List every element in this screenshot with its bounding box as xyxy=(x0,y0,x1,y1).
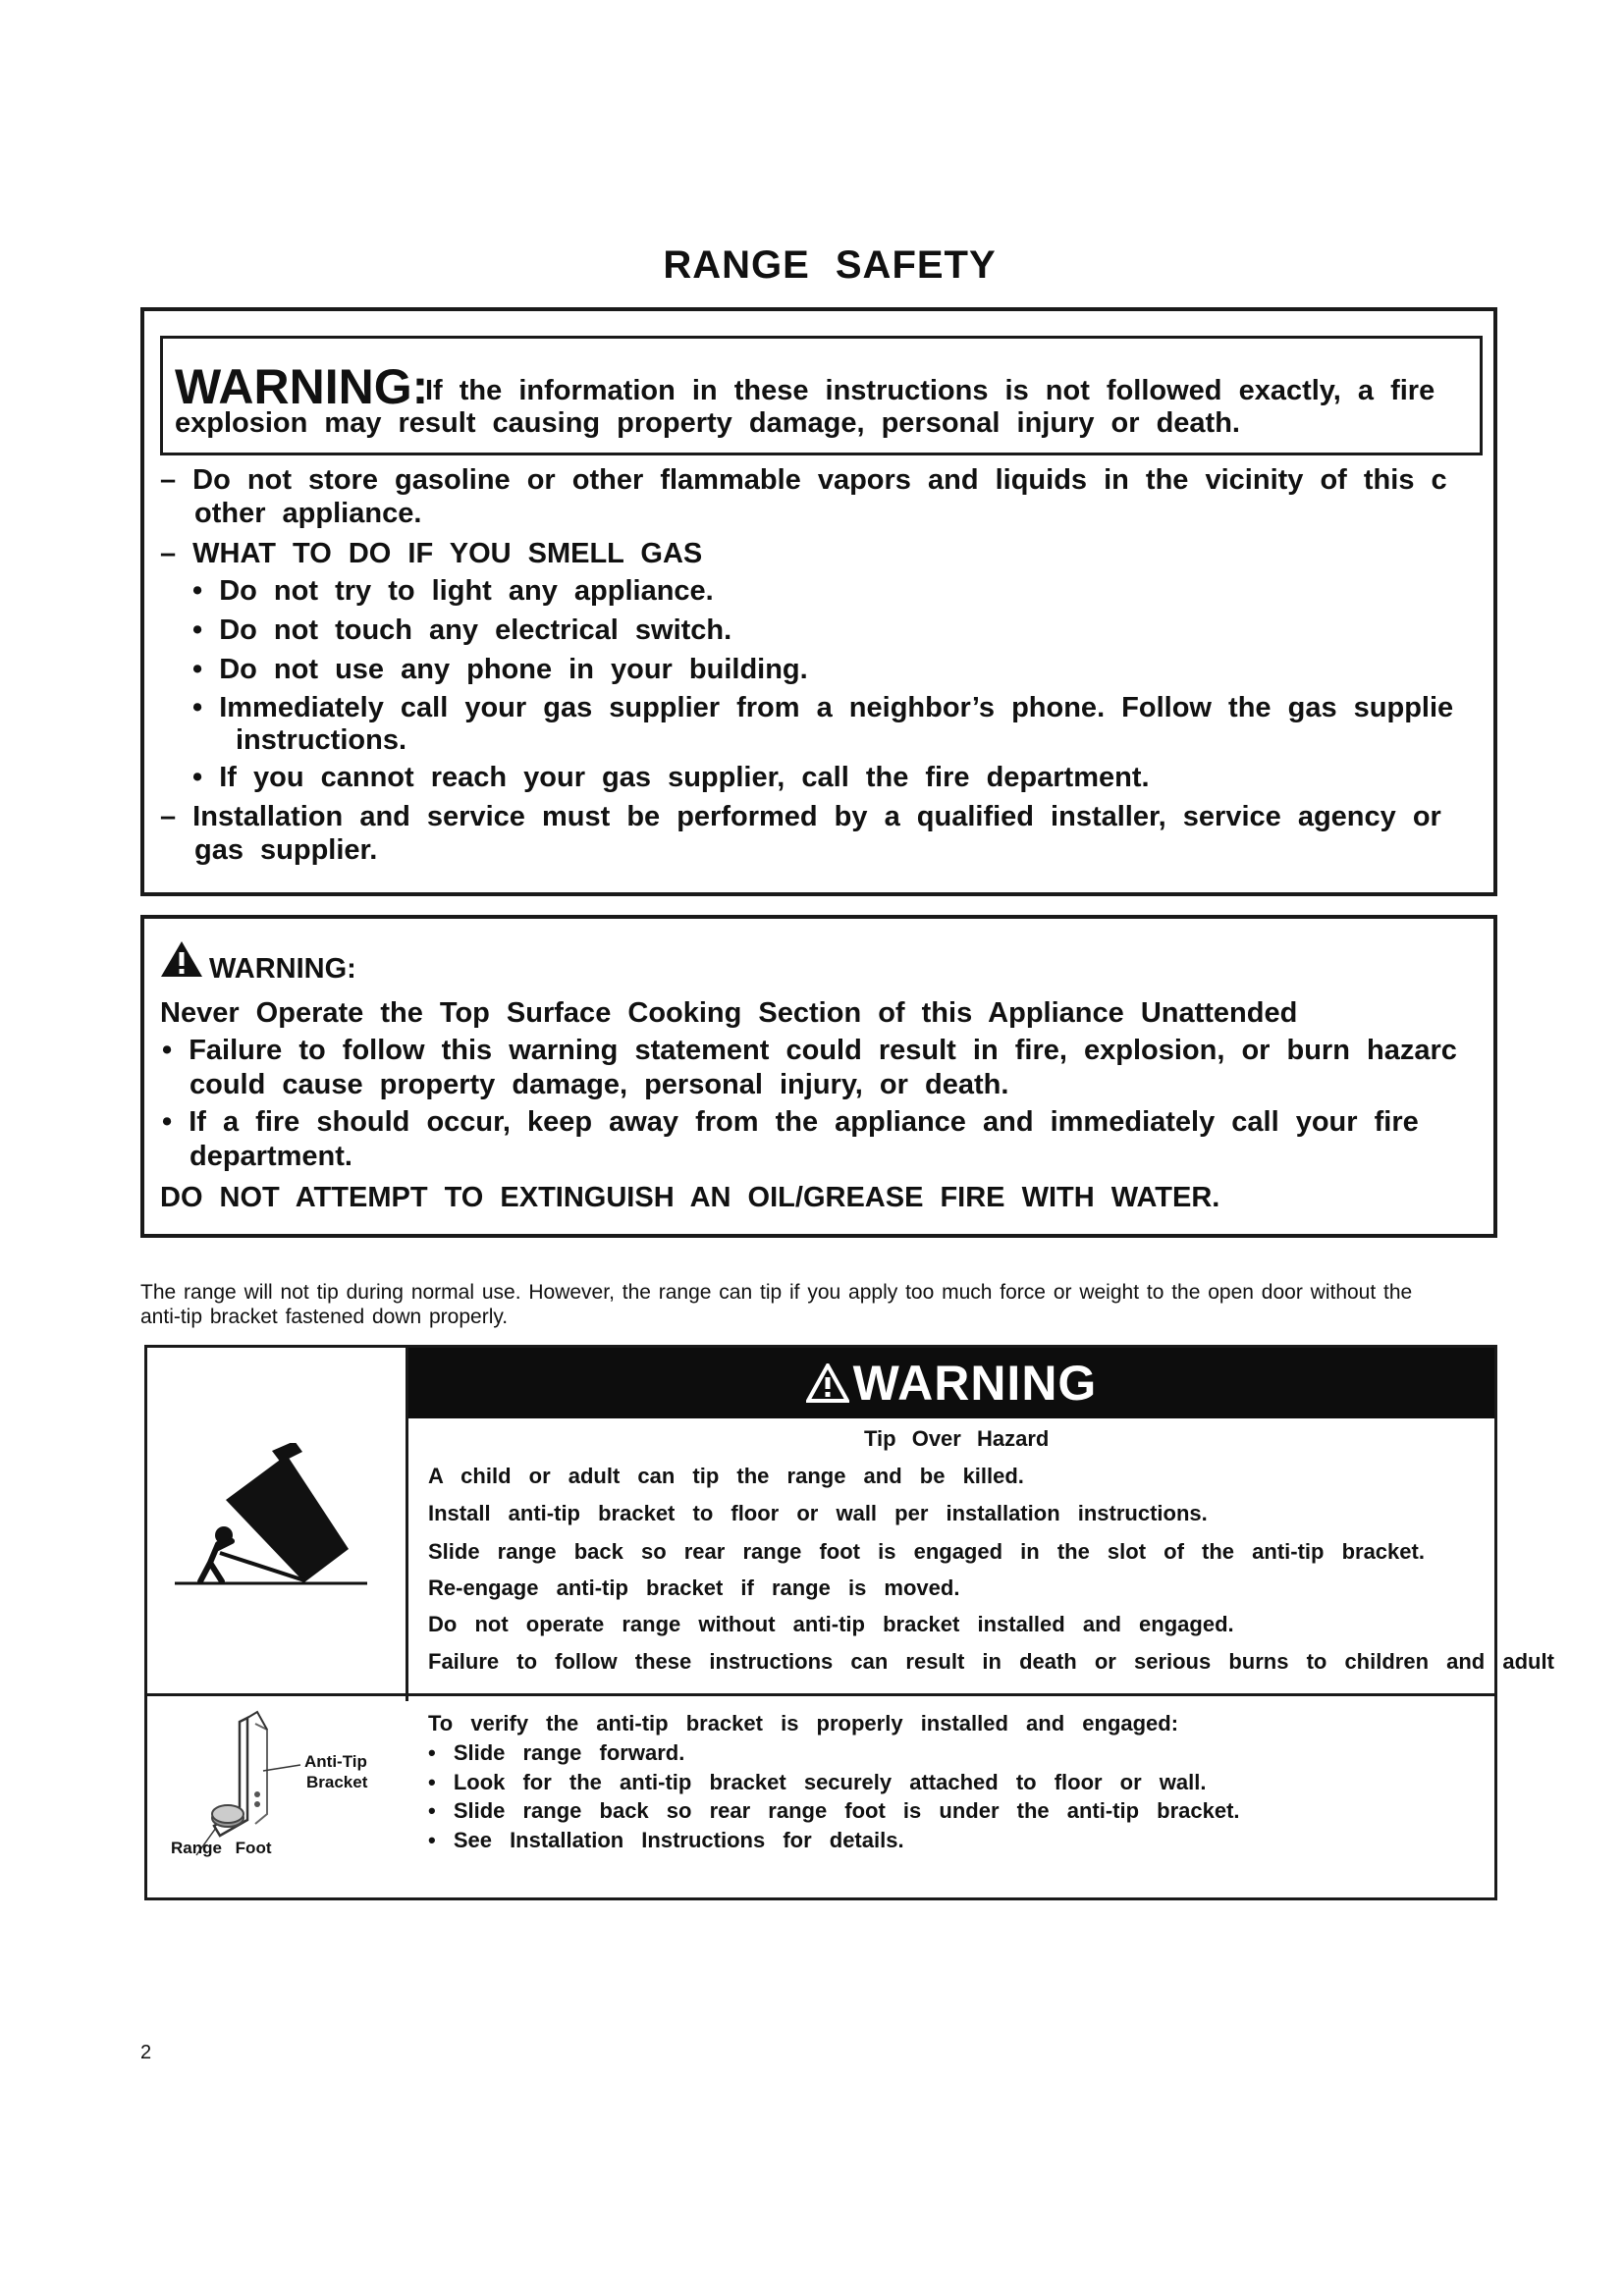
verify-heading: To verify the anti-tip bracket is properly installed and engaged: xyxy=(428,1711,1179,1735)
gas-warning-item: • Do not touch any electrical switch. xyxy=(192,614,732,646)
diagram-label-bracket-line2: Bracket xyxy=(306,1773,368,1791)
gas-warning-item: • Do not try to light any appliance. xyxy=(192,575,714,607)
verify-item: • Slide range forward. xyxy=(428,1740,685,1765)
unattended-warning-item: department. xyxy=(189,1141,352,1172)
unattended-warning-footer: DO NOT ATTEMPT TO EXTINGUISH AN OIL/GREASE FIRE WITH WATER. xyxy=(160,1182,1220,1213)
unattended-warning-item: could cause property damage, personal injury, or death. xyxy=(189,1069,1009,1100)
gas-warning-item: – Installation and service must be performed by a qualified installer, service agency or xyxy=(160,801,1441,832)
verify-item: • Look for the anti-tip bracket securely attached to floor or wall. xyxy=(428,1770,1207,1794)
tip-over-line: Failure to follow these instructions can result in death or serious burns to children and adult xyxy=(428,1649,1554,1674)
tip-paragraph-line1: The range will not tip during normal use. However, the range can tip if you apply too much force or weight to the open door without the xyxy=(140,1281,1413,1304)
verify-item: • See Installation Instructions for details. xyxy=(428,1828,904,1852)
unattended-warning-label: WARNING: xyxy=(209,953,356,985)
tip-over-line: Slide range back so rear range foot is engaged in the slot of the anti-tip bracket. xyxy=(428,1539,1425,1564)
unattended-warning-item: • If a fire should occur, keep away from the appliance and immediately call your fire xyxy=(162,1106,1419,1138)
tip-over-line: A child or adult can tip the range and be killed. xyxy=(428,1464,1024,1488)
gas-warning-item: – Do not store gasoline or other flammable vapors and liquids in the vicinity of this c xyxy=(160,464,1447,496)
diagram-label-bracket-line1: Anti-Tip xyxy=(304,1752,367,1771)
unattended-warning-item: • Failure to follow this warning statement could result in fire, explosion, or burn hazarc xyxy=(162,1035,1457,1066)
page-number: 2 xyxy=(140,2042,152,2063)
gas-warning-intro-line2: explosion may result causing property damage, personal injury or death. xyxy=(175,407,1240,439)
gas-warning-label: WARNING: xyxy=(175,359,429,414)
gas-warning-item: • If you cannot reach your gas supplier, call the fire department. xyxy=(192,762,1150,793)
gas-warning-item: instructions. xyxy=(236,724,407,756)
tip-over-warning-title: WARNING xyxy=(852,1356,1098,1411)
page-title: RANGE SAFETY xyxy=(663,243,997,287)
range-tip-over-illustration xyxy=(167,1443,373,1590)
tip-over-line: Install anti-tip bracket to floor or wall per installation instructions. xyxy=(428,1501,1208,1525)
unattended-warning-heading: Never Operate the Top Surface Cooking Section of this Appliance Unattended xyxy=(160,997,1298,1029)
diagram-label-range-foot: Range Foot xyxy=(171,1839,272,1857)
gas-warning-item: • Immediately call your gas supplier from a neighbor’s phone. Follow the gas supplie xyxy=(192,692,1454,723)
tip-over-divider-horizontal xyxy=(147,1693,1494,1696)
warning-triangle-icon xyxy=(806,1363,849,1403)
gas-warning-item: • Do not use any phone in your building. xyxy=(192,654,808,685)
tip-over-warning-header xyxy=(408,1348,1494,1418)
tip-over-line: Re-engage anti-tip bracket if range is moved. xyxy=(428,1575,960,1600)
verify-item: • Slide range back so rear range foot is under the anti-tip bracket. xyxy=(428,1798,1240,1823)
tip-paragraph-line2: anti-tip bracket fastened down properly. xyxy=(140,1306,509,1328)
gas-warning-item: other appliance. xyxy=(194,498,422,529)
tip-over-line: Do not operate range without anti-tip bracket installed and engaged. xyxy=(428,1612,1234,1636)
gas-warning-item: gas supplier. xyxy=(194,834,378,866)
warning-triangle-icon xyxy=(160,940,203,978)
gas-warning-intro-line1: If the information in these instructions is not followed exactly, a fire xyxy=(425,375,1435,406)
tip-over-subtitle: Tip Over Hazard xyxy=(864,1426,1050,1451)
gas-warning-item: – WHAT TO DO IF YOU SMELL GAS xyxy=(160,538,703,569)
